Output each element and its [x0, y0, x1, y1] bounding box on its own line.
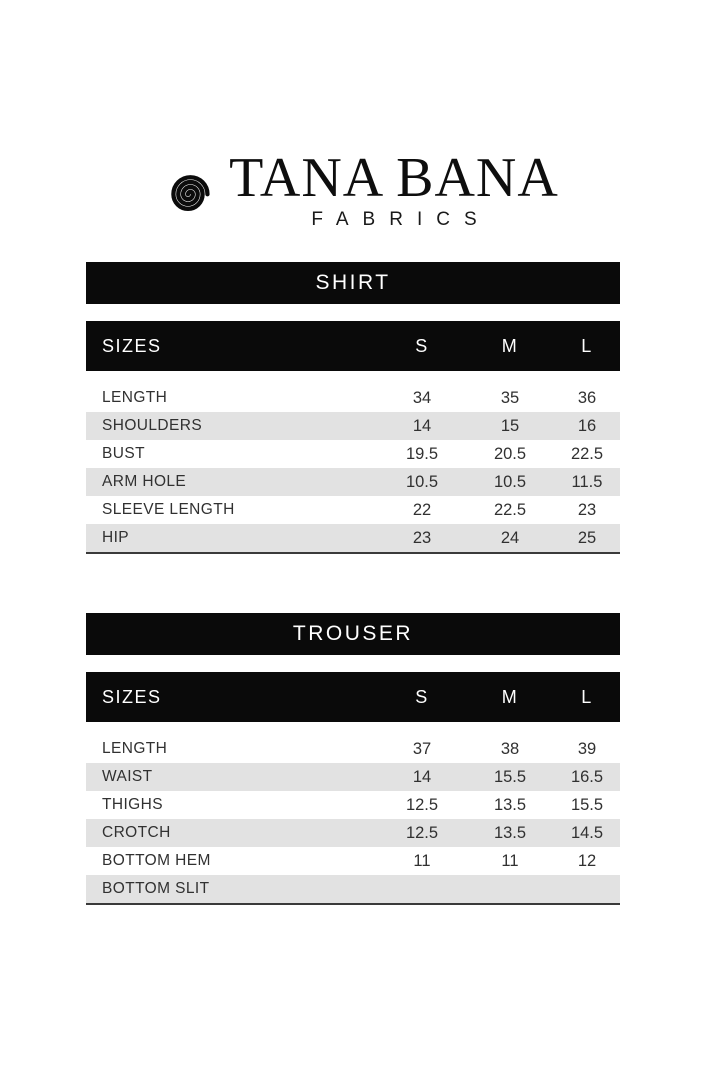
table-row: [86, 384, 620, 412]
size-value: 15: [500, 416, 520, 435]
table-row: [86, 791, 620, 819]
table-row: [86, 440, 620, 468]
size-column-m: M: [501, 686, 519, 707]
size-value: 16: [577, 416, 597, 435]
size-value: 15.5: [493, 767, 527, 786]
trouser-title: TROUSER: [292, 622, 414, 645]
size-value: 13.5: [493, 823, 527, 842]
row-label: SHOULDERS: [102, 417, 203, 434]
table-row: [86, 819, 620, 847]
size-value: 23: [577, 500, 597, 519]
shirt-rows: [86, 384, 620, 554]
row-label: LENGTH: [102, 389, 168, 406]
table-row: [86, 847, 620, 875]
size-value: 12: [577, 851, 597, 870]
size-value: 14.5: [570, 823, 604, 842]
size-value: 22: [412, 500, 432, 519]
size-value: 34: [412, 388, 432, 407]
size-column-s: S: [415, 335, 429, 356]
trouser-title-bar: [86, 613, 620, 655]
row-label: SLEEVE LENGTH: [102, 501, 235, 518]
size-value: 24: [500, 528, 520, 547]
size-value: 11.5: [571, 472, 603, 491]
row-label: WAIST: [102, 768, 153, 785]
size-value: 35: [500, 388, 520, 407]
size-value: 38: [500, 739, 520, 758]
table-row: [86, 496, 620, 524]
size-value: 13.5: [493, 795, 527, 814]
row-label: ARM HOLE: [102, 473, 187, 490]
brand-logo: [0, 147, 720, 231]
size-value: 11: [501, 851, 519, 870]
size-value: 23: [412, 528, 432, 547]
size-value: 12.5: [405, 823, 439, 842]
size-value: 19.5: [405, 444, 439, 463]
size-value: 10.5: [405, 472, 439, 491]
table-row: [86, 875, 620, 903]
table-row: [86, 735, 620, 763]
size-value: 12.5: [405, 795, 439, 814]
sizes-header-label: SIZES: [102, 686, 162, 707]
size-value: 10.5: [493, 472, 527, 491]
spiral-icon: [161, 162, 215, 220]
size-value: 15.5: [570, 795, 604, 814]
size-column-l: L: [581, 686, 593, 707]
trouser-size-table: [86, 613, 620, 905]
table-row: [86, 412, 620, 440]
shirt-sizes-header: [86, 321, 620, 371]
size-value: 25: [577, 528, 597, 547]
row-label: BOTTOM SLIT: [102, 880, 210, 897]
table-row: [86, 763, 620, 791]
row-label: BUST: [102, 445, 145, 462]
row-label: THIGHS: [102, 796, 163, 813]
size-value: 39: [577, 739, 597, 758]
sizes-header-label: SIZES: [102, 335, 162, 356]
brand-subtitle: FABRICS: [311, 209, 491, 230]
row-label: LENGTH: [102, 740, 168, 757]
size-value: 20.5: [493, 444, 527, 463]
shirt-title: SHIRT: [315, 271, 391, 294]
table-row: [86, 468, 620, 496]
size-value: 11: [413, 851, 431, 870]
size-value: 16.5: [570, 767, 604, 786]
brand-name: TANA BANA: [229, 147, 559, 209]
shirt-size-table: [86, 262, 620, 554]
brand-text: [229, 147, 559, 231]
size-value: 14: [412, 767, 432, 786]
size-value: 37: [412, 739, 432, 758]
size-column-s: S: [415, 686, 429, 707]
size-value: 22.5: [493, 500, 527, 519]
shirt-title-bar: [86, 262, 620, 304]
trouser-rows: [86, 735, 620, 905]
size-value: 36: [577, 388, 597, 407]
row-label: BOTTOM HEM: [102, 852, 211, 869]
row-label: CROTCH: [102, 824, 171, 841]
size-column-l: L: [581, 335, 593, 356]
table-row: [86, 524, 620, 552]
size-column-m: M: [501, 335, 519, 356]
row-label: HIP: [102, 529, 130, 546]
size-value: 14: [412, 416, 432, 435]
trouser-sizes-header: [86, 672, 620, 722]
size-value: 22.5: [570, 444, 604, 463]
